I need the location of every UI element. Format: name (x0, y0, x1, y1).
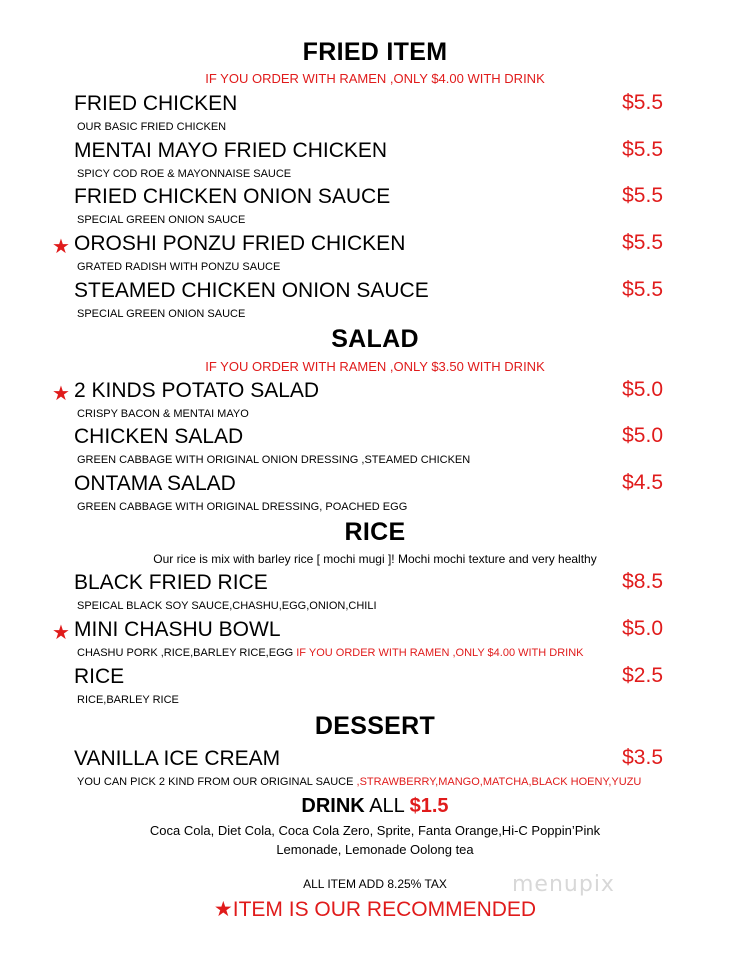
item-name: MINI CHASHU BOWL (74, 618, 281, 641)
item-price: $5.5 (622, 138, 663, 161)
item-name: FRIED CHICKEN ONION SAUCE (74, 185, 391, 208)
menupix-watermark: menupix (512, 872, 615, 897)
menu-item (0, 472, 750, 520)
menu-item (0, 571, 750, 619)
item-description: GREEN CABBAGE WITH ORIGINAL DRESSING, POACHED EGG (77, 501, 408, 513)
item-price: $3.5 (622, 746, 663, 769)
item-description: SPICY COD ROE & MAYONNAISE SAUCE (77, 168, 292, 180)
item-description: SPECIAL GREEN ONION SAUCE (77, 308, 246, 320)
item-description: OUR BASIC FRIED CHICKEN (77, 121, 227, 133)
recommended-legend: ★ITEM IS OUR RECOMMENDED (213, 898, 537, 921)
item-name: CHICKEN SALAD (74, 425, 244, 448)
salad-ramen-note: IF YOU ORDER WITH RAMEN ,ONLY $3.50 WITH DRINK (205, 359, 545, 374)
item-name: BLACK FRIED RICE (74, 571, 268, 594)
item-description: GREEN CABBAGE WITH ORIGINAL ONION DRESSING ,STEAMED CHICKEN (77, 454, 471, 466)
drink-price: $1.5 (409, 795, 449, 817)
menu-item (0, 425, 750, 473)
item-price: $5.5 (622, 184, 663, 207)
drink-list-line-2: Lemonade, Lemonade Oolong tea (276, 842, 474, 857)
item-description: SPEICAL BLACK SOY SAUCE,CHASHU,EGG,ONION,CHILI (77, 600, 377, 612)
item-price: $4.5 (622, 471, 663, 494)
item-price: $5.0 (622, 378, 663, 401)
rice-note: Our rice is mix with barley rice [ mochi mugi ]! Mochi mochi texture and very healthy (153, 552, 597, 566)
item-name: VANILLA ICE CREAM (74, 747, 281, 770)
section-title-dessert: DESSERT (314, 712, 436, 740)
item-description-text: YOU CAN PICK 2 KIND FROM OUR ORIGINAL SAUCE (77, 776, 357, 788)
fried-ramen-note: IF YOU ORDER WITH RAMEN ,ONLY $4.00 WITH DRINK (205, 71, 545, 86)
item-price: $5.0 (622, 424, 663, 447)
item-price: $5.5 (622, 91, 663, 114)
drink-all-label: ALL (364, 795, 410, 817)
menu-item (0, 139, 750, 187)
tax-note: ALL ITEM ADD 8.25% TAX (303, 877, 447, 891)
menu-item (0, 618, 750, 666)
item-name: ONTAMA SALAD (74, 472, 236, 495)
section-title-rice: RICE (344, 518, 406, 546)
item-description: CRISPY BACON & MENTAI MAYO (77, 408, 249, 420)
item-price: $2.5 (622, 664, 663, 687)
menu-item (0, 232, 750, 280)
item-description (77, 647, 584, 659)
item-name: MENTAI MAYO FRIED CHICKEN (74, 139, 388, 162)
item-price: $5.0 (622, 617, 663, 640)
item-name: 2 KINDS POTATO SALAD (74, 379, 320, 402)
recommended-star-icon: ★ (52, 236, 70, 258)
item-description-text: CHASHU PORK ,RICE,BARLEY RICE,EGG (77, 647, 294, 659)
drink-label: DRINK (301, 795, 365, 817)
item-name: OROSHI PONZU FRIED CHICKEN (74, 232, 406, 255)
drink-list-line-1: Coca Cola, Diet Cola, Coca Cola Zero, Sprite, Fanta Orange,Hi-C Poppin’Pink (149, 823, 601, 838)
recommended-star-icon: ★ (52, 383, 70, 405)
menu-item (0, 279, 750, 327)
menu-item (0, 665, 750, 713)
section-title-salad: SALAD (331, 325, 419, 353)
item-price: $5.5 (622, 278, 663, 301)
item-description (77, 776, 641, 788)
drink-heading (0, 795, 750, 818)
menu-item (0, 747, 750, 795)
item-ramen-note: IF YOU ORDER WITH RAMEN ,ONLY $4.00 WITH DRINK (293, 647, 584, 659)
recommended-star-icon: ★ (52, 622, 70, 644)
item-description: RICE,BARLEY RICE (77, 694, 179, 706)
section-title-fried: FRIED ITEM (302, 38, 448, 66)
menu-item (0, 92, 750, 140)
item-sauce-options: ,STRAWBERRY,MANGO,MATCHA,BLACK HOENY,YUZU (356, 776, 642, 788)
item-name: RICE (74, 665, 125, 688)
menu-item (0, 379, 750, 427)
item-price: $5.5 (622, 231, 663, 254)
item-description: GRATED RADISH WITH PONZU SAUCE (77, 261, 281, 273)
item-description: SPECIAL GREEN ONION SAUCE (77, 214, 246, 226)
item-name: STEAMED CHICKEN ONION SAUCE (74, 279, 429, 302)
menu-item (0, 185, 750, 233)
item-price: $8.5 (622, 570, 663, 593)
item-name: FRIED CHICKEN (74, 92, 238, 115)
